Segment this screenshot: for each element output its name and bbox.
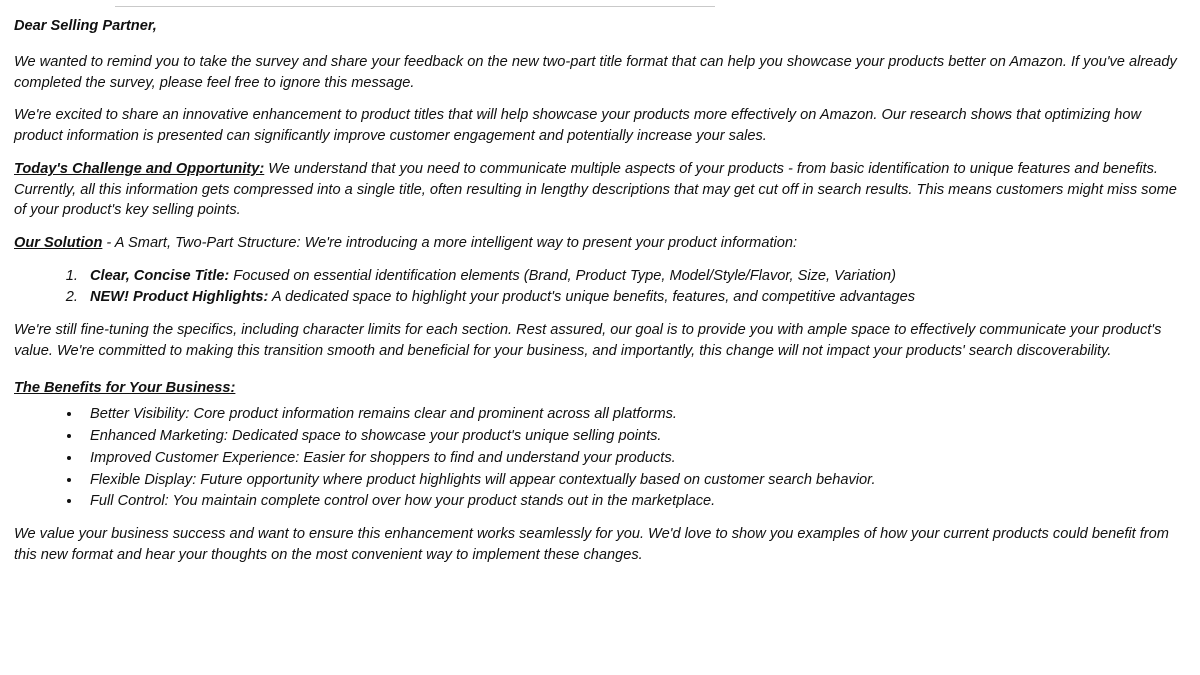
- intro-paragraph-1: We wanted to remind you to take the survey and share your feedback on the new two-part title format that can help you showcase your products better on Amazon. If you've already completed the survey, please feel free to ignore this message.: [14, 54, 1177, 91]
- solution-item-label: NEW! Product Highlights:: [90, 289, 269, 306]
- benefits-heading: [14, 378, 1184, 399]
- greeting-line: Dear Selling Partner,: [14, 18, 157, 34]
- list-item: • Better Visibility: Core product information remains clear and prominent across all platforms.: [82, 404, 1184, 425]
- top-divider: [115, 0, 715, 7]
- fine-tuning-paragraph: We're still fine-tuning the specifics, including character limits for each section. Rest assured, our goal is to provide you with ample space to effectively communicate your product's value. We're committed to making this transition smooth and beneficial for your business, and importantly, this change will not impact your products' search discoverability.: [14, 322, 1162, 359]
- intro-paragraph-2: We're excited to share an innovative enhancement to product titles that will help showcase your products more effectively on Amazon. Our research shows that optimizing how product information is presented can significantly improve customer engagement and potentially increase your sales.: [14, 107, 1142, 145]
- solution-paragraph: [14, 233, 1184, 254]
- solution-label: Our Solution: [14, 235, 103, 252]
- solution-list: [14, 266, 1184, 308]
- document-body: [14, 0, 1184, 565]
- challenge-paragraph: [14, 159, 1184, 221]
- solution-item-label: Clear, Concise Title:: [90, 267, 230, 284]
- benefits-list: [14, 404, 1184, 512]
- closing-paragraph: We value your business success and want to ensure this enhancement works seamlessly for you. We'd love to show you examples of how your current products could benefit from this new format and hear your thoughts on the most convenient way to implement these changes.: [14, 525, 1169, 563]
- list-item: • Improved Customer Experience: Easier for shoppers to find and understand your products.: [82, 448, 1184, 469]
- benefits-heading-text: The Benefits for Your Business:: [14, 379, 236, 396]
- challenge-text: We understand that you need to communicate multiple aspects of your products - from basic identification to unique features and benefits. Currently, all this information gets compressed into a single title, often resulting in lengthy descriptions that may get cut off in search results. This means customers might miss some of your product's key selling points.: [14, 160, 1177, 219]
- list-item: • Enhanced Marketing: Dedicated space to showcase your product's unique selling points.: [82, 426, 1184, 447]
- list-item: [82, 287, 1184, 308]
- challenge-label: Today's Challenge and Opportunity:: [14, 160, 265, 177]
- list-item: • Full Control: You maintain complete control over how your product stands out in the marketplace.: [82, 491, 1184, 512]
- list-item: [82, 266, 1184, 287]
- solution-item-text: A dedicated space to highlight your product's unique benefits, features, and competitive advantages: [268, 289, 916, 306]
- solution-text: - A Smart, Two-Part Structure: We're introducing a more intelligent way to present your product information:: [102, 235, 798, 252]
- list-item: • Flexible Display: Future opportunity where product highlights will appear contextually based on customer search behavior.: [82, 470, 1184, 491]
- solution-item-text: Focused on essential identification elements (Brand, Product Type, Model/Style/Flavor, Size, Variation): [229, 267, 897, 284]
